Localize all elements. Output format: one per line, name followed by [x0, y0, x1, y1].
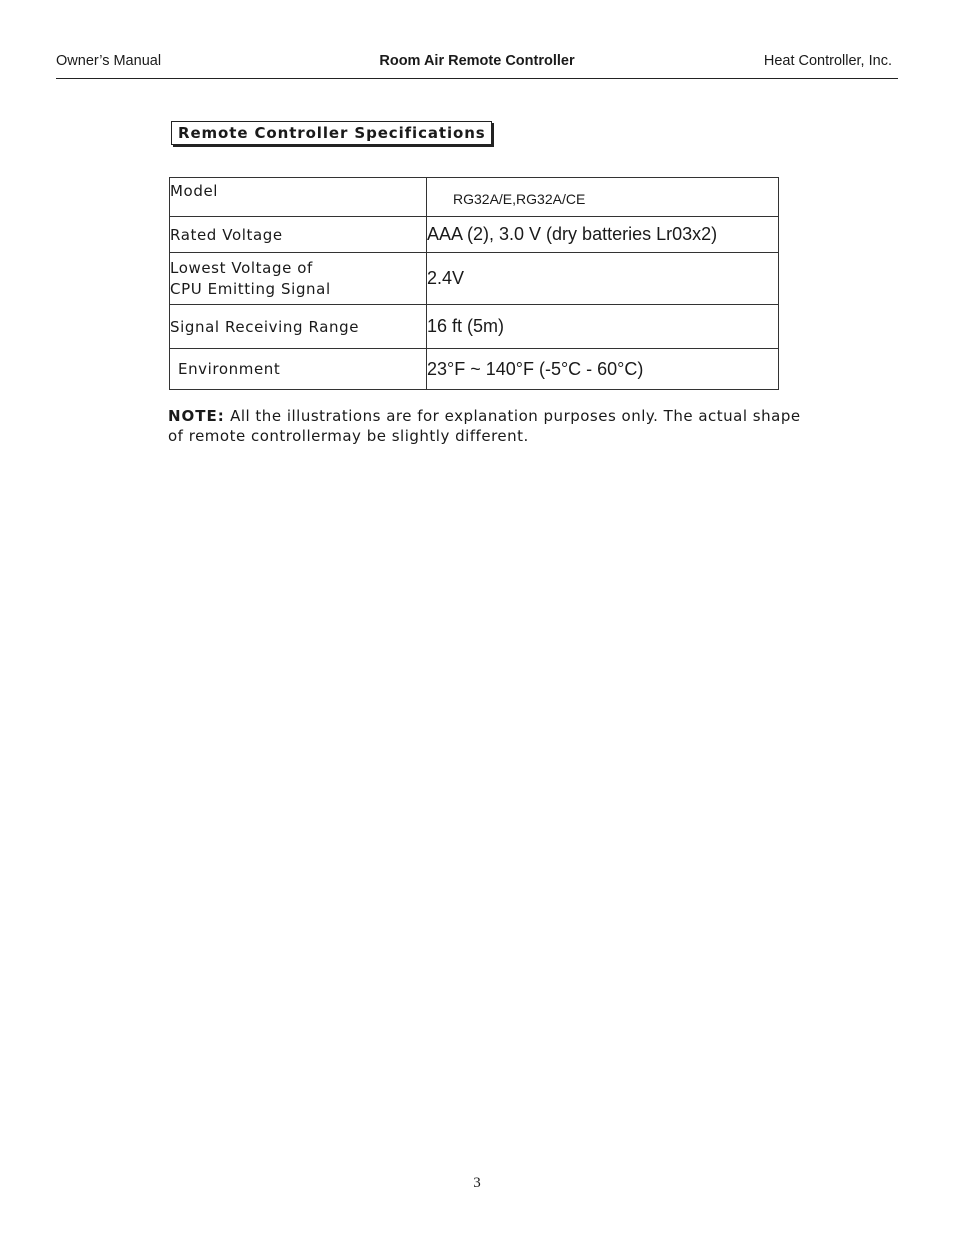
spec-label-signal-range: Signal Receiving Range [170, 305, 427, 349]
header-company-name: Heat Controller, Inc. [763, 53, 892, 69]
spec-value-environment: 23°F ~ 140°F (-5°C - 60°C) [427, 349, 779, 390]
page-number: 3 [473, 1175, 481, 1191]
spec-label-environment: Environment [170, 349, 427, 390]
table-row [170, 217, 779, 253]
spec-label-lowest-voltage-line2: CPU Emitting Signal [170, 279, 331, 298]
spec-label-model: Model [170, 178, 427, 217]
note-paragraph [168, 406, 808, 446]
page-header [56, 52, 898, 79]
spec-value-model: RG32A/E,RG32A/CE [427, 178, 779, 217]
header-document-title: Room Air Remote Controller [379, 53, 575, 69]
table-row [170, 253, 779, 305]
note-text: All the illustrations are for explanation purposes only. The actual shape of remote controllermay be slightly different. [168, 407, 801, 445]
specifications-table [169, 177, 779, 390]
spec-label-lowest-voltage [170, 253, 427, 305]
spec-value-signal-range: 16 ft (5m) [427, 305, 779, 349]
header-manual-title: Owner’s Manual [56, 53, 162, 69]
table-row [170, 349, 779, 390]
spec-label-lowest-voltage-line1: Lowest Voltage of [170, 258, 313, 277]
table-row [170, 178, 779, 217]
section-title: Remote Controller Specifications [171, 121, 492, 145]
spec-value-rated-voltage: AAA (2), 3.0 V (dry batteries Lr03x2) [427, 217, 779, 253]
table-row [170, 305, 779, 349]
spec-label-rated-voltage: Rated Voltage [170, 217, 427, 253]
note-prefix: NOTE: [168, 407, 225, 425]
spec-value-lowest-voltage: 2.4V [427, 253, 779, 305]
